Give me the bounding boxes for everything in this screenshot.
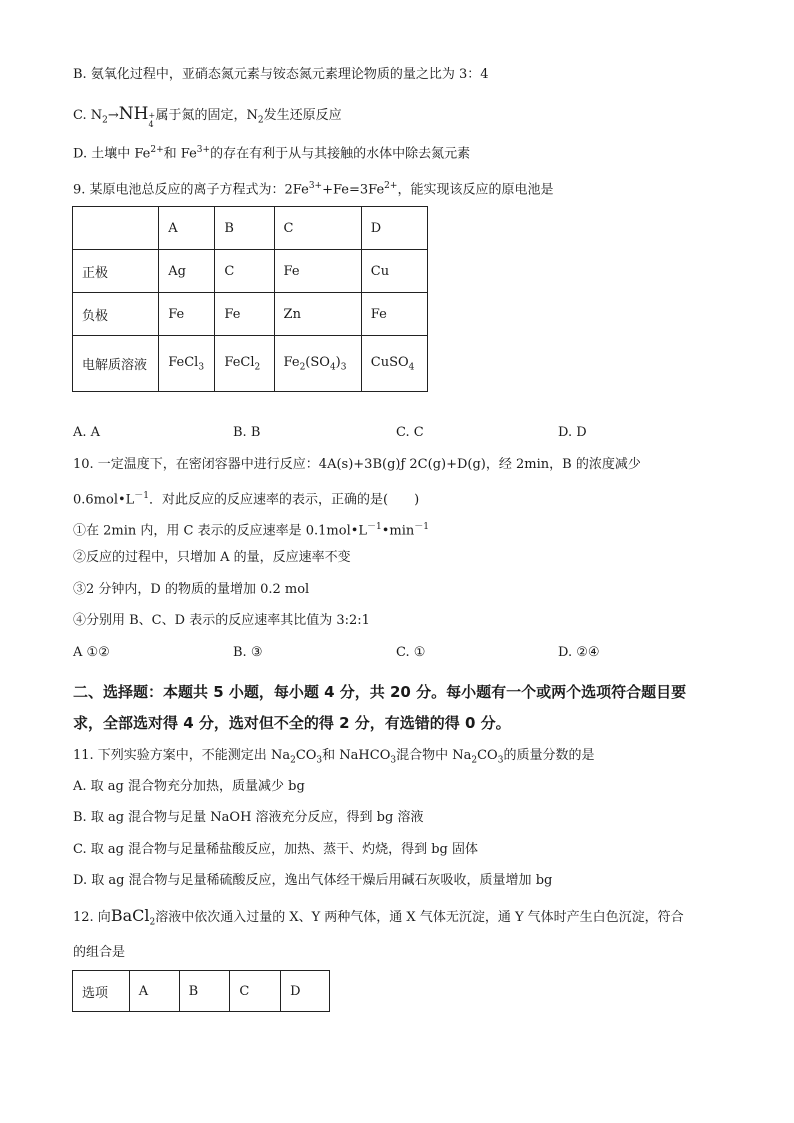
ammonium-formula: NH	[118, 104, 149, 124]
formula: BaCl	[110, 906, 150, 925]
q10-option-a: A ①②	[73, 645, 110, 660]
formula: )	[335, 354, 341, 370]
subscript: 3	[316, 755, 323, 766]
table-cell: D	[361, 207, 427, 250]
subscript: 2	[102, 115, 108, 126]
table-cell: D	[281, 971, 330, 1012]
table-row	[73, 207, 428, 250]
text: 的质量分数的是	[503, 748, 595, 763]
superscript: －1	[367, 522, 382, 532]
table-cell: B	[215, 207, 274, 250]
table-cell: Ag	[159, 250, 215, 293]
subscript: 2	[471, 755, 478, 766]
subscript: 2	[299, 362, 306, 373]
text: 属于氮的固定，N	[155, 108, 258, 123]
text: +Fe=3Fe	[322, 182, 385, 198]
table-cell: 负极	[73, 293, 159, 336]
table-row	[73, 336, 428, 392]
table-cell	[215, 336, 274, 392]
text: 混合物中 Na	[396, 748, 472, 763]
table-cell: C	[215, 250, 274, 293]
formula: Fe	[283, 354, 300, 370]
table-cell: Fe	[274, 250, 361, 293]
subscript: 2	[290, 755, 296, 766]
table-cell: C	[230, 971, 281, 1012]
subscript: 2	[149, 917, 156, 928]
subscript: 4	[329, 362, 336, 373]
text: 和 NaHCO	[322, 748, 391, 763]
text: 12. 向	[73, 910, 111, 925]
q8-option-d	[73, 140, 470, 164]
q9-option-c: C. C	[396, 425, 424, 440]
text: ①在 2min 内，用 C 表示的反应速率是 0.1mol•L	[73, 523, 368, 539]
text: 的存在有利于从与其接触的水体中除去氮元素	[210, 146, 471, 162]
subscript: 3	[390, 755, 397, 766]
text: 发生还原反应	[263, 108, 342, 123]
table-cell: 电解质溶液	[73, 336, 159, 392]
table-row	[73, 250, 428, 293]
q11-option-c: C. 取 ag 混合物与足量稀盐酸反应，加热、蒸干、灼烧，得到 bg 固体	[73, 842, 478, 857]
superscript: －1	[414, 522, 430, 532]
q10-option-d: D. ②④	[558, 645, 600, 660]
subscript: 3	[340, 362, 347, 373]
text: 9. 某原电池总反应的离子方程式为：2Fe	[73, 182, 309, 198]
formula: (SO	[305, 354, 330, 370]
table-cell	[361, 336, 427, 392]
subscript: 2	[254, 362, 261, 373]
ammonium-scripts	[148, 109, 156, 129]
table-cell: A	[159, 207, 215, 250]
table-cell: B	[179, 971, 230, 1012]
q11-stem	[73, 746, 594, 771]
table-cell: 选项	[73, 971, 130, 1012]
q9-option-b: B. B	[233, 425, 261, 440]
q11-option-a: A. 取 ag 混合物充分加热，质量减少 bg	[73, 779, 305, 794]
table-cell	[159, 336, 215, 392]
superscript: 3+	[196, 145, 211, 155]
superscript: 3+	[308, 181, 323, 191]
text: 和 Fe	[163, 146, 197, 162]
table-cell: 正极	[73, 250, 159, 293]
q8-option-b: B. 氨氧化过程中，亚硝态氮元素与铵态氮元素理论物质的量之比为 3：4	[73, 67, 489, 82]
q10-statement-4: ④分别用 B、C、D 表示的反应速率其比值为 3:2:1	[73, 613, 370, 628]
subscript: 3	[198, 362, 205, 373]
table-cell: Fe	[159, 293, 215, 336]
subscript: 3	[497, 755, 504, 766]
table-cell: Fe	[215, 293, 274, 336]
q9-stem	[73, 176, 553, 200]
formula: FeCl	[224, 354, 255, 370]
text: •min	[381, 523, 415, 539]
table-cell: Fe	[361, 293, 427, 336]
q10-statement-1	[73, 517, 429, 541]
q12-stem-line2: 的组合是	[73, 945, 126, 960]
formula: CuSO	[370, 354, 409, 370]
superscript: 2+	[150, 145, 164, 155]
table-cell	[73, 207, 159, 250]
text: 11. 下列实验方案中，不能测定出 Na	[73, 748, 291, 763]
subscript: 2	[257, 115, 264, 126]
text: CO	[295, 748, 317, 763]
q11-option-b: B. 取 ag 混合物与足量 NaOH 溶液充分反应，得到 bg 溶液	[73, 810, 424, 825]
q9-option-a: A. A	[73, 425, 101, 440]
q10-stem-line2	[73, 486, 419, 510]
superscript: +	[148, 111, 156, 120]
q10-option-c: C. ①	[396, 645, 426, 660]
q10-statement-2: ②反应的过程中，只增加 A 的量，反应速率不变	[73, 550, 351, 565]
table-row	[73, 971, 330, 1012]
q12-stem	[73, 906, 684, 933]
table-cell	[274, 336, 361, 392]
text: 0.6mol•L	[73, 492, 135, 508]
subscript: 4	[408, 362, 415, 373]
q8-option-c	[73, 104, 342, 131]
table-cell: A	[129, 971, 179, 1012]
table-cell: C	[274, 207, 361, 250]
table-cell: Cu	[361, 250, 427, 293]
text: 溶液中依次通入过量的 X、Y 两种气体，通 X 气体无沉淀，通 Y 气体时产生白色沉淀，符合	[155, 910, 684, 925]
text: D. 土壤中 Fe	[73, 146, 151, 162]
q10-stem-line1: 10. 一定温度下，在密闭容器中进行反应：4A(s)+3B(g)ƒ 2C(g)+D(g)，经 2min，B 的浓度减少	[73, 457, 641, 472]
q10-statement-3: ③2 分钟内，D 的物质的量增加 0.2 mol	[73, 582, 310, 597]
subscript: 4	[148, 120, 154, 129]
superscript: －1	[134, 491, 150, 501]
q12-table	[72, 970, 330, 1012]
q11-option-d: D. 取 ag 混合物与足量稀硫酸反应，逸出气体经干燥后用碱石灰吸收，质量增加 bg	[73, 873, 553, 888]
arrow: →	[107, 108, 119, 123]
table-row	[73, 293, 428, 336]
formula: FeCl	[168, 354, 199, 370]
section-2-heading-line2: 求，全部选对得 4 分，选对但不全的得 2 分，有选错的得 0 分。	[73, 714, 511, 732]
text: C. N	[73, 108, 103, 123]
section-2-heading-line1: 二、选择题：本题共 5 小题，每小题 4 分，共 20 分。每小题有一个或两个选项符合题目要	[73, 683, 687, 701]
text: CO	[477, 748, 498, 763]
table-cell: Zn	[274, 293, 361, 336]
text: ．对此反应的反应速率的表示，正确的是( )	[149, 492, 420, 508]
q9-table	[72, 206, 428, 392]
text: ，能实现该反应的原电池是	[397, 182, 554, 198]
superscript: 2+	[384, 181, 398, 191]
q9-option-d: D. D	[558, 425, 587, 440]
q10-option-b: B. ③	[233, 645, 263, 660]
